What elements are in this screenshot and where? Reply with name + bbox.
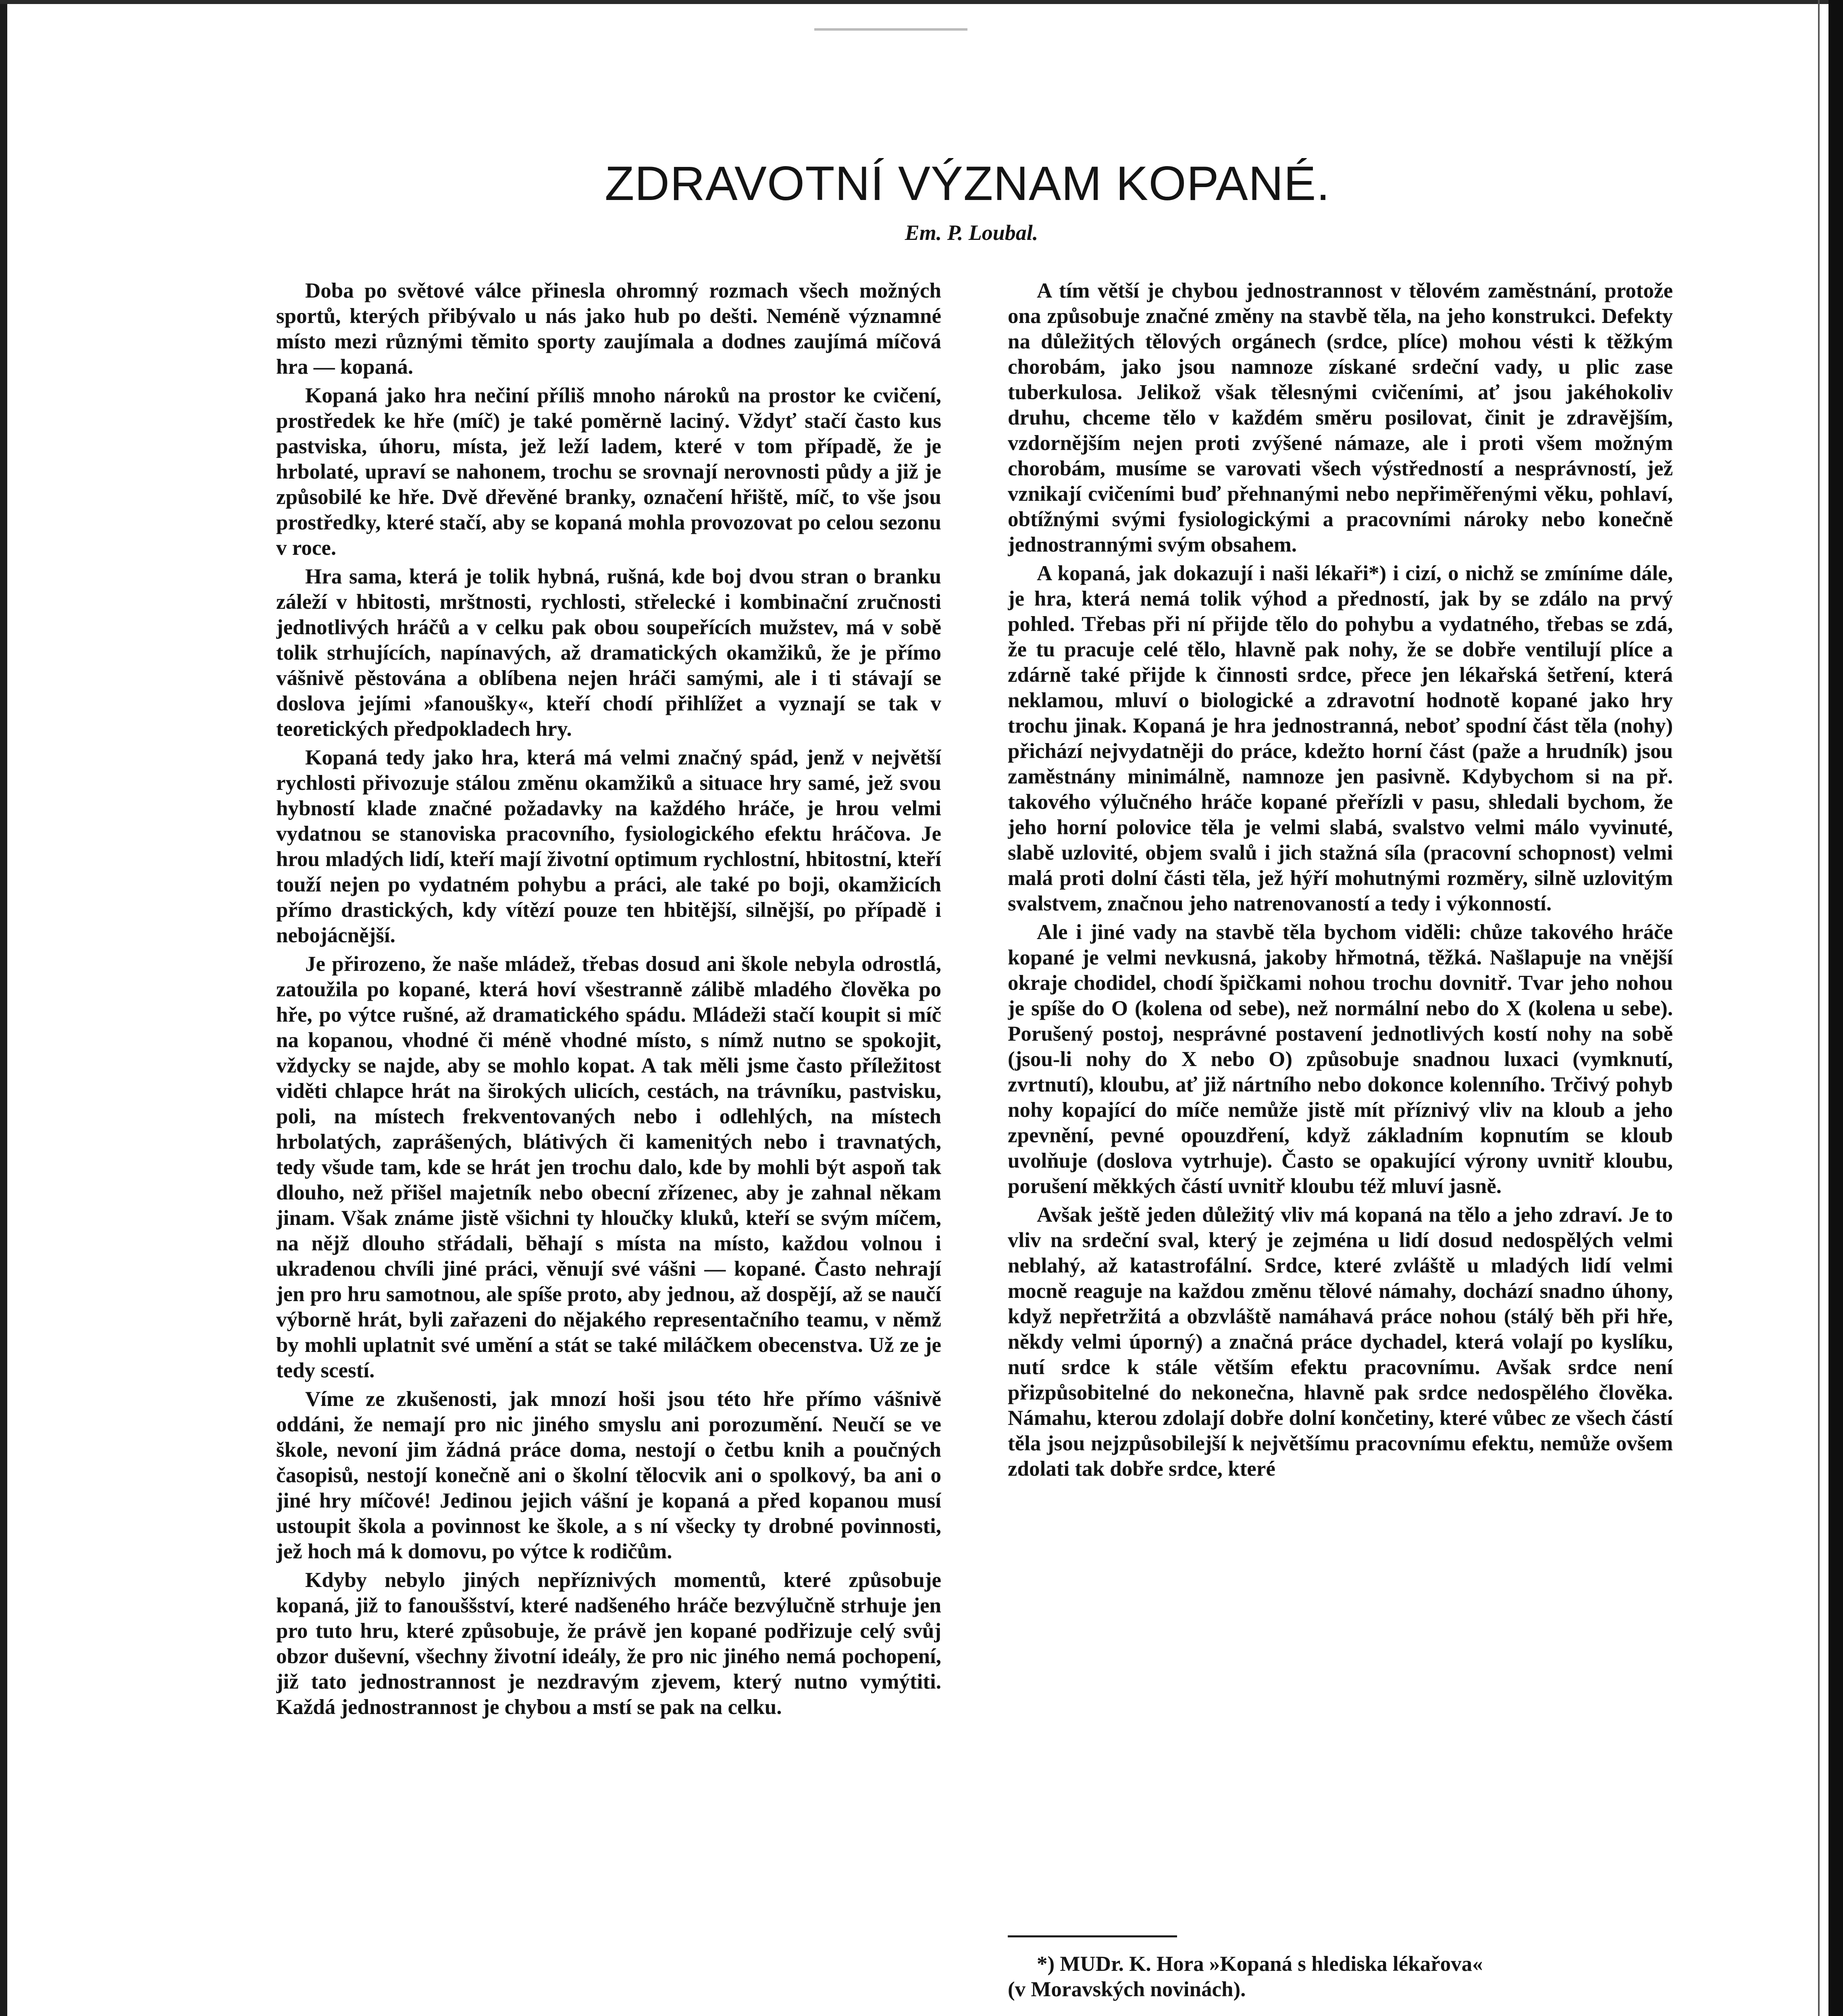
scan-border-right bbox=[1828, 0, 1843, 2016]
footnote-divider bbox=[1008, 1935, 1177, 1937]
footnote bbox=[1008, 1951, 1673, 2008]
scan-border-left bbox=[0, 0, 7, 2016]
article-author: Em. P. Loubal. bbox=[905, 221, 1038, 245]
scan-smudge bbox=[814, 28, 967, 31]
paragraph: Doba po světové válce přinesla ohromný rozmach všech možných sportů, kterých přibývalo u nás jako hub po dešti. Neméně významné místo mezi různými těmito sporty zaujímala a dodnes zaujímá míčová hra — kopaná. bbox=[276, 279, 941, 379]
left-column bbox=[276, 278, 941, 2000]
paragraph: Víme ze zkušenosti, jak mnozí hoši jsou této hře přímo vášnivě oddáni, že nemají pro nic jiného smyslu ani porozumění. Neučí se ve škole, nevoní jim žádná práce doma, nestojí o četbu knih a poučných časopisů, nestojí konečně ani o školní tělocvik ani o spolkový, ba ani o jiné hry míčové! Jedinou jejich vášní je kopaná a před kopanou musí ustoupit škola a povinnost ke škole, a s ní všecky ty drobné povinnosti, jež hoch má k domovu, po výtce k rodičům. bbox=[276, 1387, 941, 1563]
paragraph: A tím větší je chybou jednostrannost v tělovém zaměstnání, protože ona způsobuje značné změny na stavbě těla, na jeho konstrukci. Defekty na důležitých tělových orgánech (srdce, plíce) mohou vésti k těžkým chorobám, jako jsou namnoze získané srdeční vady, u plic zase tuberkulosa. Jelikož však tělesnými cvičeními, ať jsou jakéhokoliv druhu, chceme tělo v každém směru posilovat, činit je zdravějším, vzdornějším nejen proti zvýšené námaze, ale i proti všem možným chorobám, musíme se varovati všech výstředností a nesprávností, jež vznikají cvičeními buď přehnanými nebo nepřiměřenými věku, pohlaví, obtížnými svými fysiologickými a pracovními nároky nebo konečně jednostrannými svým obsahem. bbox=[1008, 279, 1673, 556]
paragraph: A kopaná, jak dokazují i naši lékaři*) i cizí, o nichž se zmíníme dále, je hra, která nemá tolik výhod a předností, jak by se zdálo na prvý pohled. Třebas při ní přijde tělo do pohybu a vydatného, třebas se zdá, že tu pracuje celé tělo, hlavně pak nohy, že se dobře ventilují plíce a zdárně také přijde k činnosti srdce, přece jen lékařská šetření, která neklamou, mluví o biologické a zdravotní hodnotě kopané jako hry trochu jinak. Kopaná je hra jednostranná, neboť spodní část těla (nohy) přichází nejvydatněji do práce, kdežto horní část (paže a hrudník) jsou zaměstnány minimálně, namnoze jen pasivně. Kdybychom si na př. takového výlučného hráče kopané přeřízli v pasu, shledali bychom, že jeho horní polovice těla je velmi slabá, svalstvo velmi málo vyvinuté, slabě uzlovité, objem svalů i jich stažná síla (pracovní schopnost) velmi malá proti dolní části těla, jež hýří mohutnými rozměry, silně uzlovitým svalstvem, značnou jeho natrenovaností a tedy i výkonností. bbox=[1008, 562, 1673, 915]
paragraph: Je přirozeno, že naše mládež, třebas dosud ani škole nebyla odrostlá, zatoužila po kopané, která hoví všestranně zálibě mladého člověka po hře, po výtce rušné, až dramatického spádu. Mládeži stačí koupit si míč na kopanou, vhodné či méně vhodné místo, s nímž nutno se spokojit, vždycky se najde, aby se mohlo kopat. A tak měli jsme často příležitost viděti chlapce hrát na širokých ulicích, cestách, na trávníku, pastvisku, poli, na místech frekventovaných nebo i odlehlých, na místech hrbolatých, zaprášených, blátivých či kamenitých nebo i travnatých, tedy všude tam, kde se hrát jen trochu dalo, kde by mohli být aspoň tak dlouho, než přišel majetník nebo obecní zřízenec, aby je zahnal někam jinam. Však známe jistě všichni ty hloučky kluků, kteří se svým míčem, na nějž dlouho střádali, běhají s místa na místo, každou volnou i ukradenou chvíli jiné práci, věnují své vášni — kopané. Často nehrají jen pro hru samotnou, ale spíše proto, aby jednou, až dospějí, až se naučí výborně hrát, byli zařazeni do nějakého representačního teamu, v němž by mohli uplatnit své umění a stát se také miláčkem obecenstva. Už ze je tedy scestí. bbox=[276, 952, 941, 1382]
article-title: ZDRAVOTNÍ VÝZNAM KOPANÉ. bbox=[605, 156, 1330, 210]
scan-frame-line bbox=[1818, 0, 1820, 2016]
paragraph: Kdyby nebylo jiných nepříznivých momentů, které způsobuje kopaná, již to fanouššství, které nadšeného hráče bezvýlučně strhuje jen pro tuto hru, které způsobuje, že právě jen kopané podřizuje celý svůj obzor duševní, všechny životní ideály, že pro nic jiného nemá pochopení, již tato jednostrannost je nezdravým zjevem, který nutno vymýtiti. Každá jednostrannost je chybou a mstí se pak na celku. bbox=[276, 1568, 941, 1719]
scan-border-top bbox=[0, 0, 1843, 4]
paragraph: Kopaná jako hra nečiní příliš mnoho nároků na prostor ke cvičení, prostředek ke hře (míč) je také poměrně laciný. Vždyť stačí často kus pastviska, úhoru, místa, jež leží ladem, které v tom případě, že je hrbolaté, upraví se nahonem, trochu se srovnají nerovnosti půdy a již je způsobilé ke hře. Dvě dřevěné branky, označení hřiště, míč, to vše jsou prostředky, které stačí, aby se kopaná mohla provozovat po celou sezonu v roce. bbox=[276, 384, 941, 560]
paragraph: Avšak ještě jeden důležitý vliv má kopaná na tělo a jeho zdraví. Je to vliv na srdeční sval, který je zejména u lidí dosud nedospělých velmi neblahý, až katastrofální. Srdce, které zvláště u mladých lidí velmi mocně reaguje na každou změnu tělové námahy, dochází snadno úhony, když nepřetržitá a obzvláště namáhavá práce nohou (stálý běh při hře, někdy velmi úporný) a značná práce dychadel, která volají po kyslíku, nutí srdce k stále větším efektu pracovnímu. Avšak srdce není přizpůsobitelné do nekonečna, hlavně pak srdce nedospělého člověka. Námahu, kterou zdolají dobře dolní končetiny, které vůbec ze všech částí těla jsou nejzpůsobilejší k největšímu pracovnímu efektu, nemůže ovšem zdolati tak dobře srdce, které bbox=[1008, 1203, 1673, 1481]
footnote-line: (v Moravských novinách). bbox=[1008, 1978, 1246, 2001]
footnote-line: *) MUDr. K. Hora »Kopaná s hlediska lékařova« bbox=[1037, 1952, 1483, 1976]
paragraph: Kopaná tedy jako hra, která má velmi značný spád, jenž v největší rychlosti přivozuje stálou změnu okamžiků a situace hry samé, jež svou hybností klade značné požadavky na každého hráče, je hrou velmi vydatnou se stanoviska pracovního, fysiologického efektu hráčova. Je hrou mladých lidí, kteří mají životní optimum rychlostní, hbitostní, kteří touží nejen po vydatném pohybu a práci, ale také po boji, okamžicích přímo drastických, kdy vítězí pouze ten hbitější, silnější, po případě i nebojácnější. bbox=[276, 746, 941, 947]
right-column bbox=[1008, 278, 1673, 2000]
paragraph: Ale i jiné vady na stavbě těla bychom viděli: chůze takového hráče kopané je velmi nevkusná, jakoby hřmotná, těžká. Našlapuje na vnější okraje chodidel, chodí špičkami nohou trochu dovnitř. Tvar jeho nohou je spíše do O (kolena od sebe), než normální nebo do X (kolena u sebe). Porušený postoj, nesprávné postavení jednotlivých kostí nohy na sobě (jsou-li nohy do X nebo O) způsobuje snadnou luxaci (vymknutí, zvrtnutí), kloubu, ať již nártního nebo dokonce kolenního. Trčivý pohyb nohy kopající do míče nemůže jistě mít příznivý vliv na kloub a jeho zpevnění, pevné opouzdření, když základním kopnutím se kloub uvolňuje (doslova vytrhuje). Často se opakující výrony uvnitř kloubu, porušení měkkých částí uvnitř kloubu též mluví jasně. bbox=[1008, 921, 1673, 1198]
paragraph: Hra sama, která je tolik hybná, rušná, kde boj dvou stran o branku záleží v hbitosti, mrštnosti, rychlosti, střelecké i kombinační zručnosti jednotlivých hráčů a v celku pak obou soupeřících mužstev, má v sobě tolik strhujících, napínavých, až dramatických okamžiků, že je přímo vášnivě pěstována a oblíbena nejen hráči samými, ale i ti stávají se doslova jejími »fanoušky«, kteří chodí přihlížet a vyznají se tak v teoretických předpokladech hry. bbox=[276, 565, 941, 741]
